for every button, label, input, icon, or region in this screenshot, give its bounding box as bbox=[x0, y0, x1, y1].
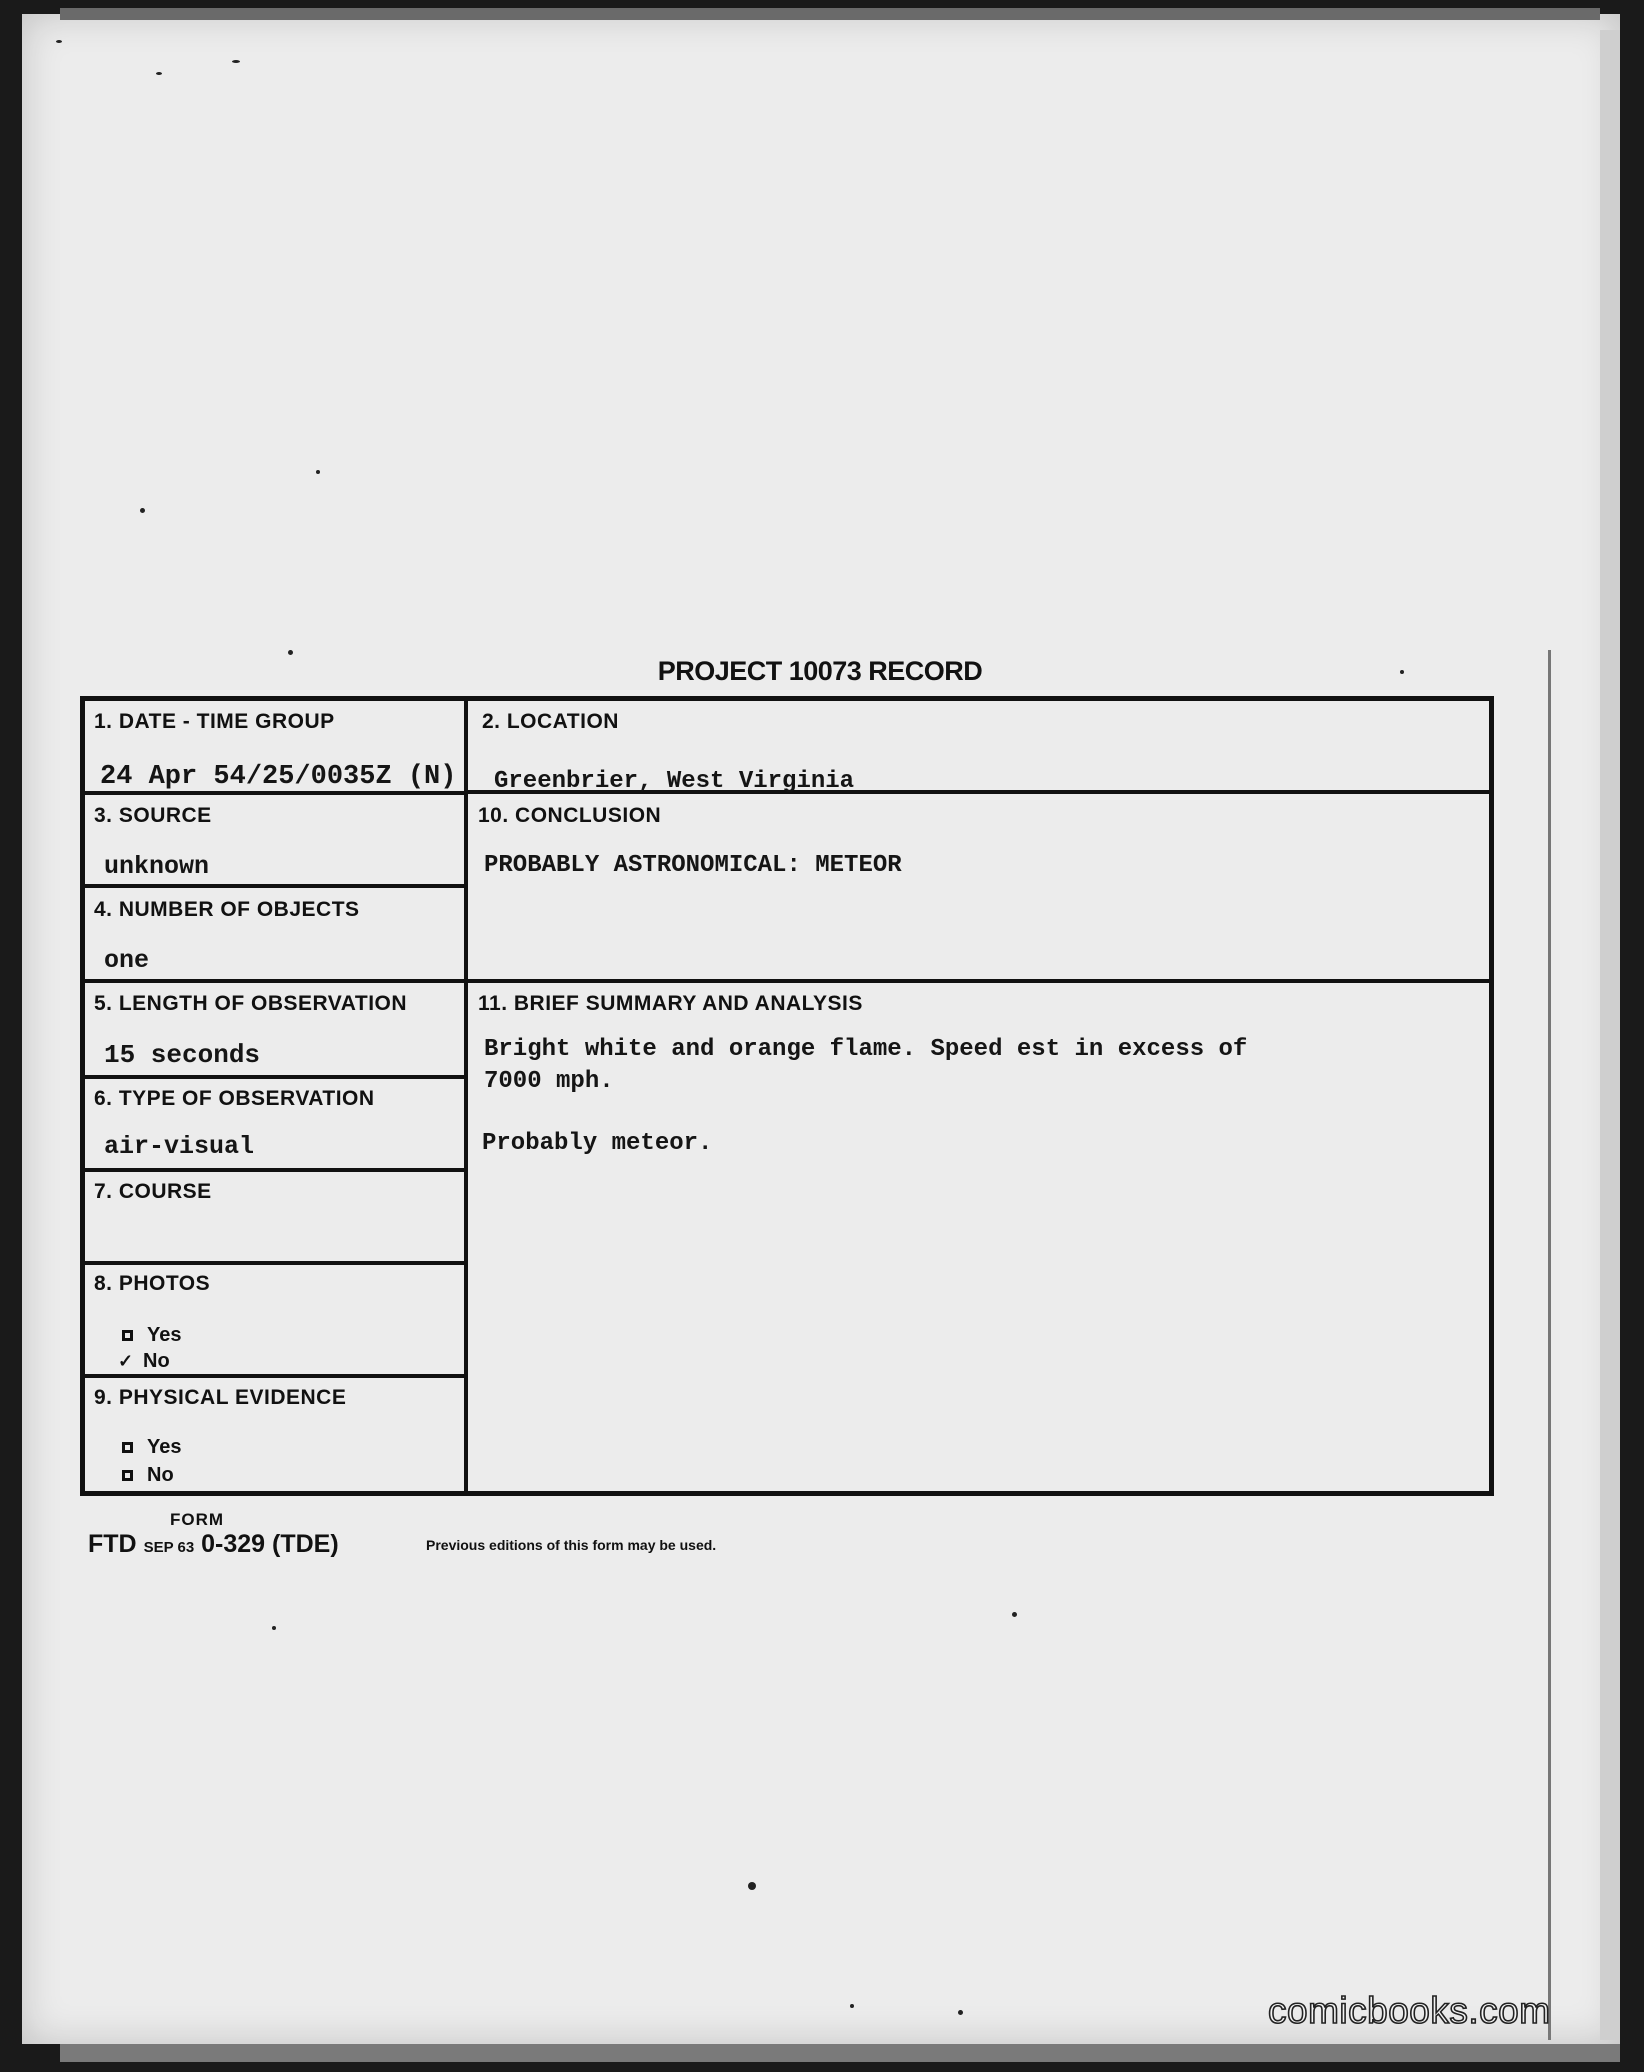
checkbox-icon bbox=[122, 1470, 133, 1481]
photos-option-yes bbox=[122, 1324, 181, 1347]
scan-speck bbox=[288, 650, 293, 655]
row-divider-8 bbox=[82, 1374, 466, 1378]
summary-line-2: 7000 mph. bbox=[484, 1068, 614, 1095]
row-divider-5 bbox=[82, 1075, 466, 1079]
conclusion-label: 10. CONCLUSION bbox=[478, 804, 662, 827]
checkbox-icon bbox=[122, 1330, 133, 1341]
scan-speck bbox=[156, 72, 162, 75]
physical-evidence-option-yes bbox=[122, 1436, 181, 1459]
scan-speck bbox=[1012, 1612, 1017, 1617]
physical-evidence-label: 9. PHYSICAL EVIDENCE bbox=[94, 1386, 347, 1409]
scan-speck bbox=[1400, 670, 1404, 674]
date-time-group-value: 24 Apr 54/25/0035Z (N) bbox=[100, 762, 457, 792]
check-mark-icon: ✓ bbox=[118, 1351, 134, 1372]
footer-form-number: 0-329 (TDE) bbox=[201, 1530, 339, 1558]
scan-speck bbox=[140, 508, 145, 513]
summary-label: 11. BRIEF SUMMARY AND ANALYSIS bbox=[478, 992, 863, 1015]
checkbox-icon bbox=[122, 1442, 133, 1453]
footer-ftd: FTD bbox=[88, 1530, 137, 1558]
scan-speck bbox=[232, 60, 240, 63]
row-divider-6 bbox=[82, 1168, 466, 1172]
scan-bottom-edge bbox=[60, 2044, 1620, 2062]
type-of-observation-value: air-visual bbox=[104, 1132, 255, 1161]
length-of-observation-value: 15 seconds bbox=[104, 1040, 261, 1070]
location-value: Greenbrier, West Virginia bbox=[494, 768, 855, 795]
scan-speck bbox=[272, 1626, 276, 1630]
physical-evidence-option-yes-label: Yes bbox=[147, 1436, 182, 1458]
row-divider-3 bbox=[82, 884, 466, 888]
scan-speck bbox=[958, 2010, 963, 2015]
scan-speck bbox=[850, 2004, 854, 2008]
date-time-group-label: 1. DATE - TIME GROUP bbox=[94, 710, 335, 733]
scan-right-edge bbox=[1600, 30, 1620, 2040]
number-of-objects-value: one bbox=[104, 946, 150, 975]
photos-label: 8. PHOTOS bbox=[94, 1272, 211, 1295]
photos-option-no-label: No bbox=[143, 1350, 170, 1372]
row-divider-conclusion bbox=[464, 979, 1492, 983]
watermark: comicbooks.com bbox=[1268, 1990, 1551, 2031]
form-title: PROJECT 10073 RECORD bbox=[657, 656, 983, 686]
scan-speck bbox=[316, 470, 320, 474]
course-label: 7. COURSE bbox=[94, 1180, 212, 1203]
footer-note: Previous editions of this form may be used. bbox=[426, 1537, 717, 1553]
row-divider-4 bbox=[82, 979, 466, 983]
photos-option-yes-label: Yes bbox=[147, 1324, 182, 1346]
location-label: 2. LOCATION bbox=[482, 710, 619, 733]
source-value: unknown bbox=[104, 852, 210, 881]
footer-form-word: FORM bbox=[170, 1510, 225, 1529]
scan-margin-line bbox=[1548, 650, 1551, 2040]
number-of-objects-label: 4. NUMBER OF OBJECTS bbox=[94, 898, 360, 921]
scan-speck bbox=[748, 1882, 756, 1890]
photos-option-no bbox=[118, 1350, 170, 1373]
footer-form-id bbox=[88, 1530, 339, 1559]
row-divider-7 bbox=[82, 1261, 466, 1265]
summary-line-1: Bright white and orange flame. Speed est in excess of bbox=[484, 1036, 1248, 1063]
scan-top-edge bbox=[60, 8, 1600, 20]
length-of-observation-label: 5. LENGTH OF OBSERVATION bbox=[94, 992, 408, 1015]
source-label: 3. SOURCE bbox=[94, 804, 212, 827]
scan-speck bbox=[56, 40, 62, 43]
physical-evidence-option-no-label: No bbox=[147, 1464, 174, 1486]
footer-date-code: SEP 63 bbox=[143, 1539, 195, 1556]
conclusion-value: PROBABLY ASTRONOMICAL: METEOR bbox=[484, 852, 902, 879]
type-of-observation-label: 6. TYPE OF OBSERVATION bbox=[94, 1087, 375, 1110]
summary-line-3: Probably meteor. bbox=[482, 1130, 713, 1157]
physical-evidence-option-no bbox=[122, 1464, 174, 1487]
